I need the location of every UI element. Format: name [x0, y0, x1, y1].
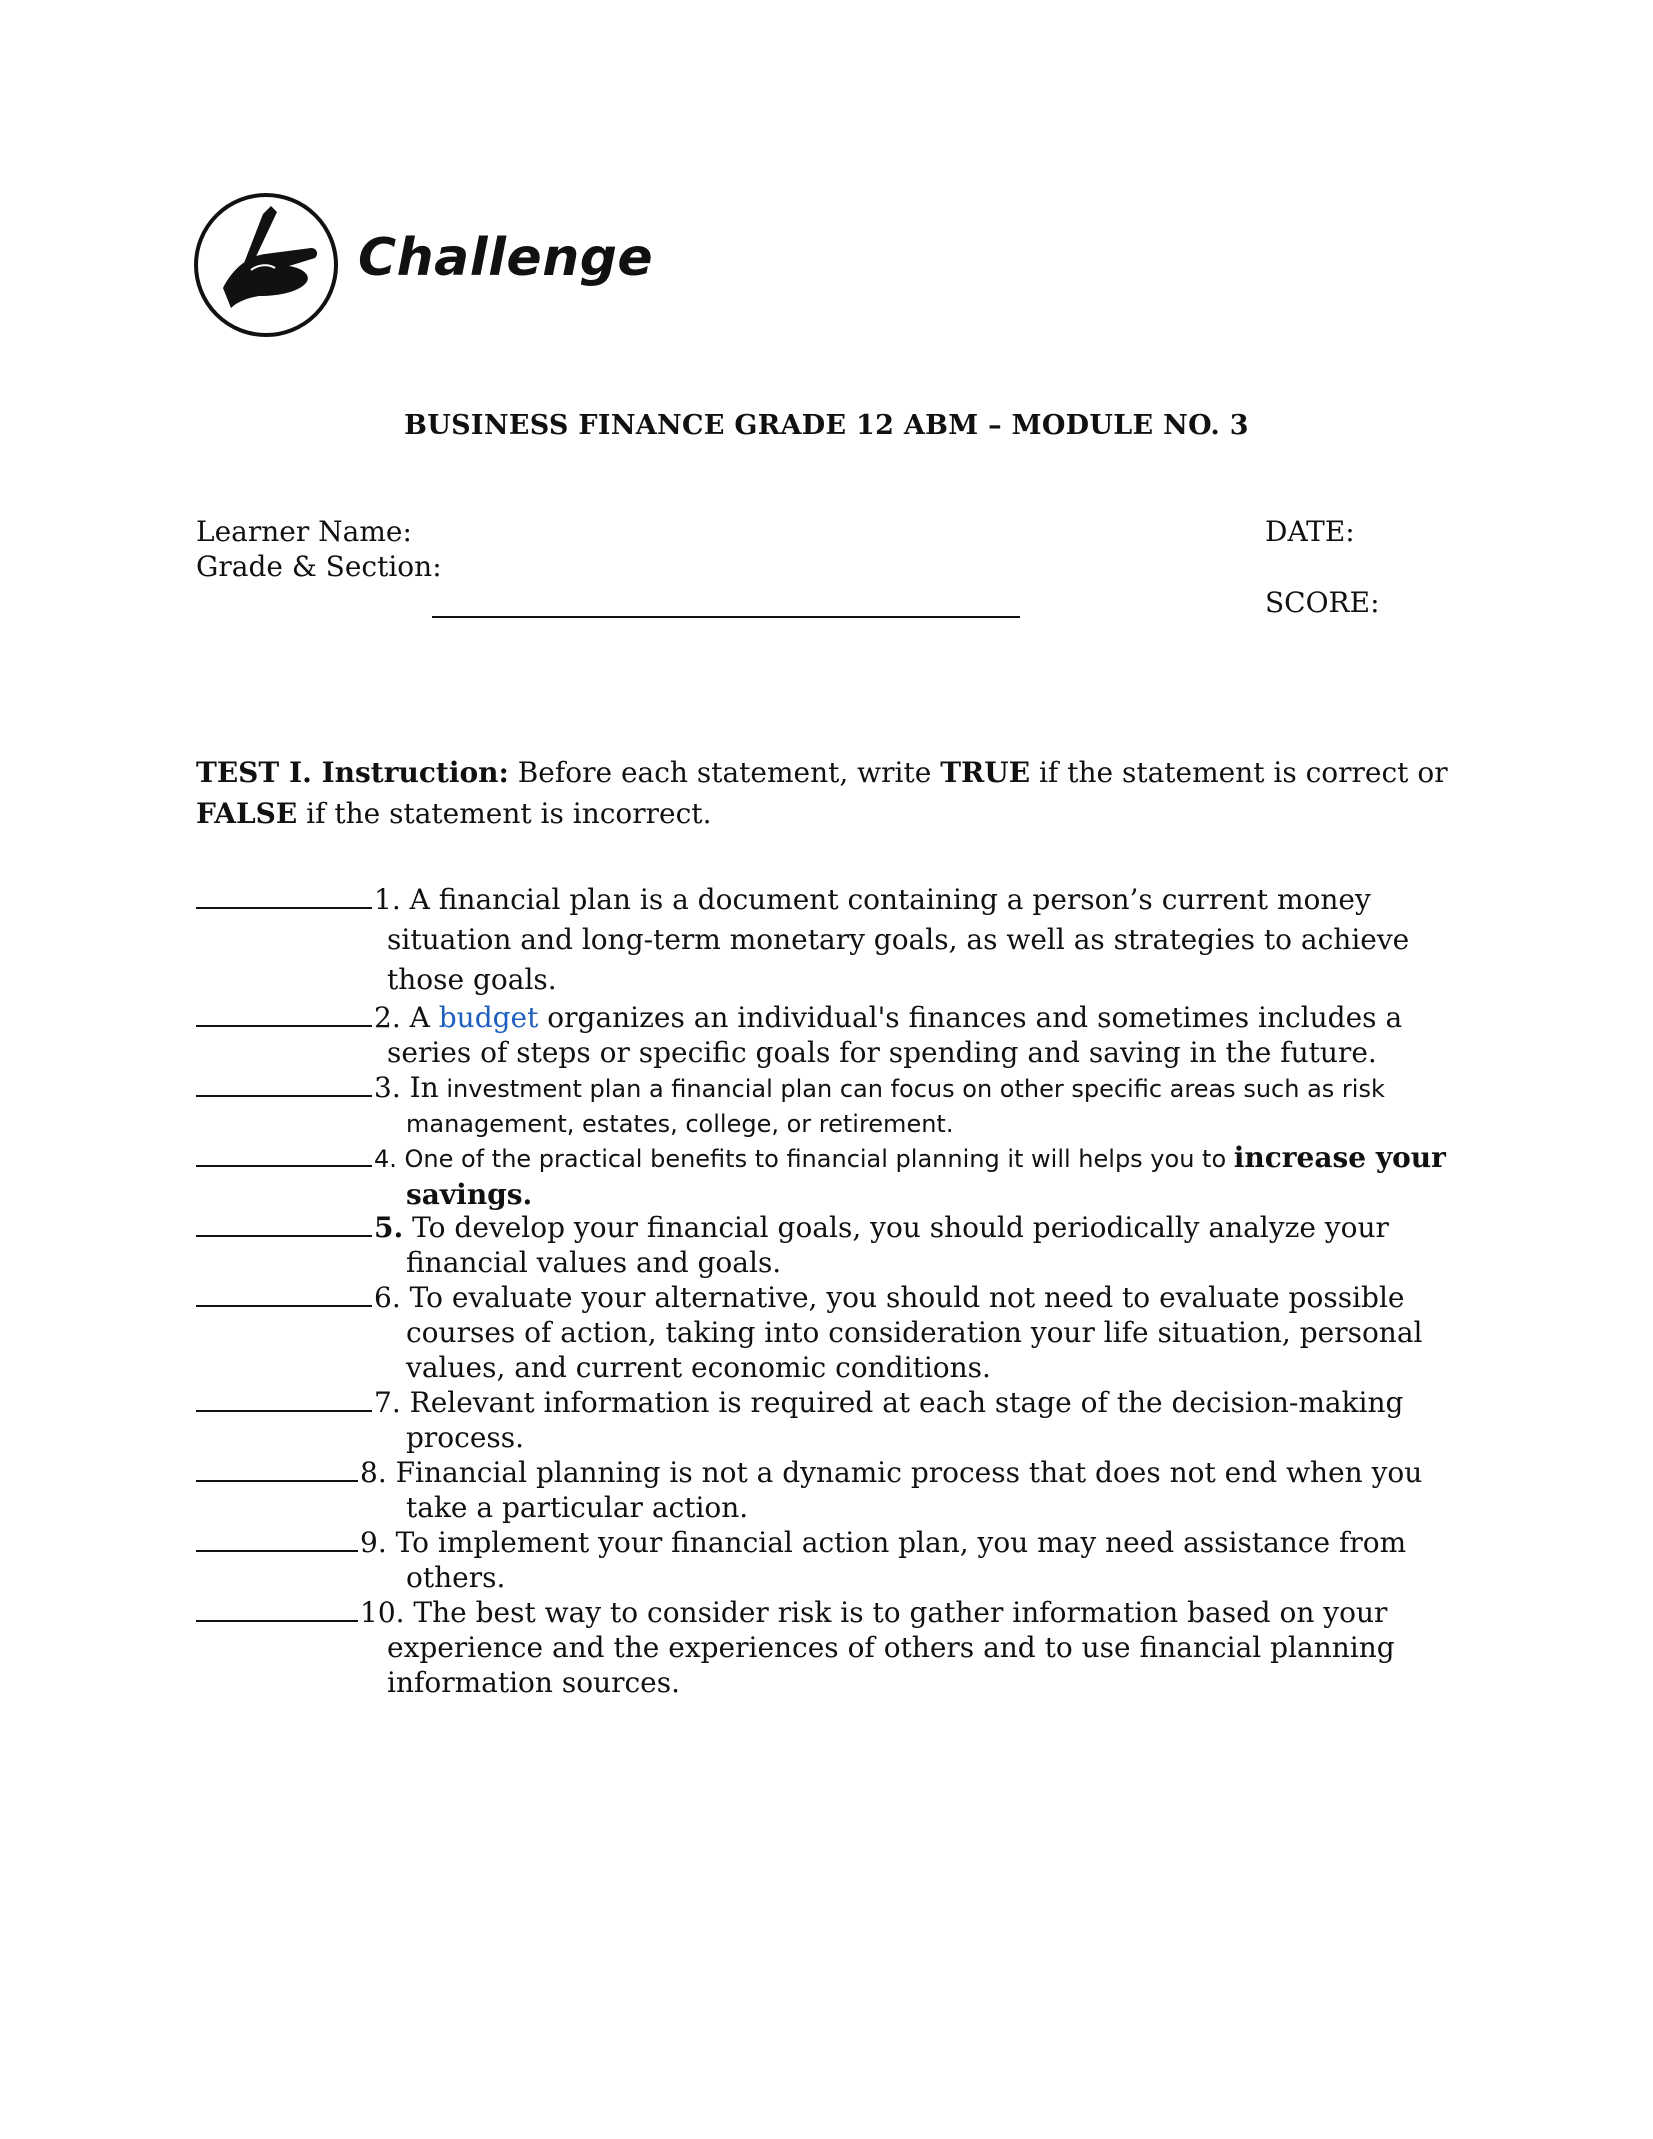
- name-underline: [432, 616, 1020, 618]
- list-item: 1. A financial plan is a document containing a person’s current money situation and long-term monetary goals, as well as strategies to achieve those goals.: [196, 880, 1454, 1000]
- learner-name-label: Learner Name:: [196, 515, 412, 548]
- answer-blank[interactable]: [196, 1596, 358, 1622]
- list-item: 5. To develop your financial goals, you should periodically analyze your financial values and goals.: [196, 1210, 1454, 1280]
- test-label: TEST I. Instruction:: [196, 756, 509, 789]
- answer-blank[interactable]: [196, 1386, 372, 1412]
- grade-section-label: Grade & Section:: [196, 550, 442, 583]
- list-item: 4. One of the practical benefits to financial planning it will helps you to increase your savings.: [196, 1140, 1454, 1212]
- answer-blank[interactable]: [196, 1281, 372, 1307]
- test-instruction: TEST I. Instruction: Before each statement, write TRUE if the statement is correct or FALSE if the statement is incorrect.: [196, 756, 1448, 830]
- answer-blank[interactable]: [196, 1456, 358, 1482]
- answer-blank[interactable]: [196, 883, 372, 909]
- list-item: 3. In investment plan a financial plan can focus on other specific areas such as risk management, estates, college, or retirement.: [196, 1070, 1454, 1142]
- answer-blank[interactable]: [196, 1526, 358, 1552]
- budget-link[interactable]: budget: [438, 1001, 539, 1034]
- date-label: DATE:: [1265, 515, 1355, 548]
- true-word: TRUE: [940, 756, 1031, 789]
- hand-writing-icon: [193, 192, 339, 338]
- list-item: 8. Financial planning is not a dynamic process that does not end when you take a particular action.: [196, 1455, 1454, 1525]
- answer-blank[interactable]: [196, 1211, 372, 1237]
- false-word: FALSE: [196, 797, 298, 830]
- page-title: BUSINESS FINANCE GRADE 12 ABM – MODULE NO. 3: [404, 410, 1249, 441]
- answer-blank[interactable]: [196, 1001, 372, 1027]
- list-item: 7. Relevant information is required at each stage of the decision-making process.: [196, 1385, 1454, 1455]
- list-item: 2. A budget organizes an individual's finances and sometimes includes a series of steps or specific goals for spending and saving in the future.: [196, 1000, 1454, 1070]
- score-label: SCORE:: [1265, 586, 1380, 619]
- list-item: 6. To evaluate your alternative, you should not need to evaluate possible courses of action, taking into consideration your life situation, personal values, and current economic conditions.: [196, 1280, 1454, 1385]
- answer-blank[interactable]: [196, 1141, 372, 1167]
- logo-title: Challenge: [358, 228, 654, 288]
- list-item: 10. The best way to consider risk is to gather information based on your experience and the experiences of others and to use financial planning information sources.: [196, 1595, 1454, 1700]
- answer-blank[interactable]: [196, 1071, 372, 1097]
- list-item: 9. To implement your financial action plan, you may need assistance from others.: [196, 1525, 1454, 1595]
